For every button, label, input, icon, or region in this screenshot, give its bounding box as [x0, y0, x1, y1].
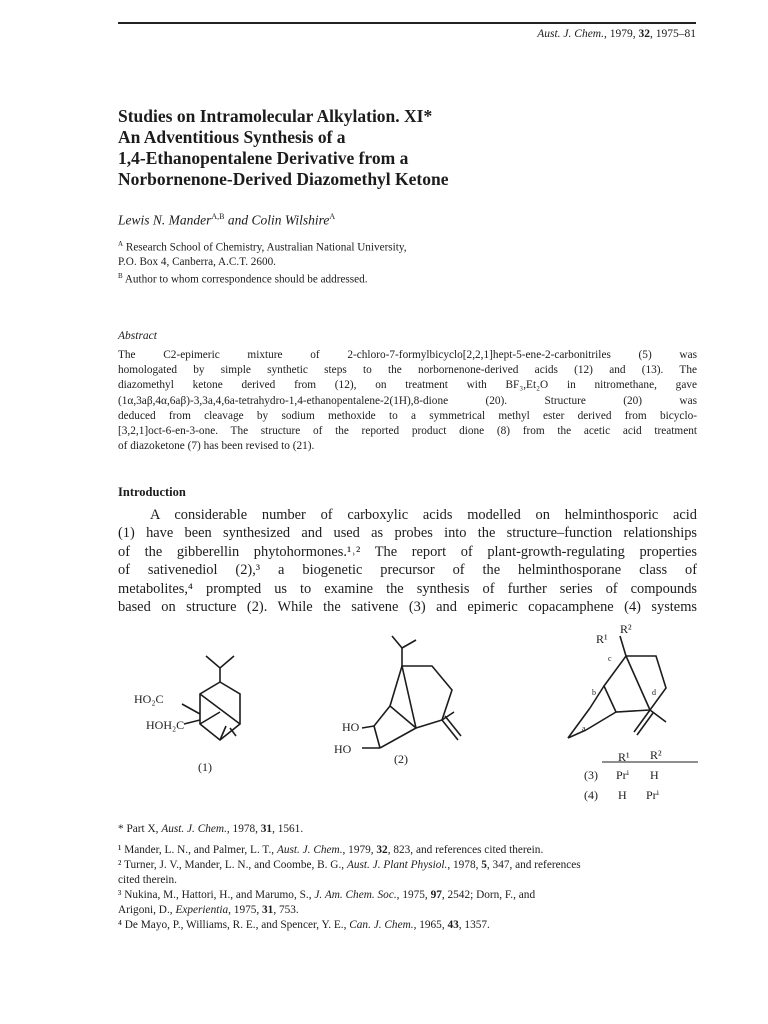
affiliations — [118, 237, 638, 286]
abstract-line: The C2-epimeric mixture of 2-chloro-7-formylbicyclo[2,2,1]hept-5-ene-2-carbonitriles (5) was — [118, 349, 697, 361]
table-cell: H — [650, 768, 659, 782]
abstract-label: Abstract — [118, 330, 157, 342]
journal-name: Aust. J. Chem. — [537, 28, 604, 40]
structure-2-substituent: HO — [334, 742, 352, 756]
intro-line: metabolites,⁴ prompted us to examine the synthesis of further series of compounds — [118, 580, 697, 597]
footnote-journal: Aust. J. Chem. — [161, 823, 227, 835]
footnote-text: , 753. — [273, 904, 299, 916]
structure-1-label: (1) — [198, 760, 212, 774]
top-rule — [118, 22, 696, 24]
bond-label: c — [608, 654, 612, 663]
authors — [118, 212, 335, 229]
bond-label: d — [652, 688, 656, 697]
structure-2-bonds — [362, 636, 461, 748]
affiliation-b — [118, 269, 638, 287]
footnote-text: , 1561. — [272, 823, 304, 835]
footnote-text: , 347, and references — [486, 859, 581, 871]
footnote-journal: Can. J. Chem. — [349, 919, 414, 931]
introduction-body — [118, 506, 697, 616]
structures-figure — [110, 616, 710, 816]
title-line: Norbornenone-Derived Diazomethyl Ketone — [118, 169, 449, 189]
footnote-volume: 31 — [262, 904, 274, 916]
footnotes — [118, 822, 697, 933]
footnote-text: , 1978, — [226, 823, 261, 835]
structure-3-r1-label: R¹ — [596, 632, 608, 646]
abstract-line: of diazoketone (7) has been revised to (21). — [118, 440, 315, 453]
footnote-continuation: cited therein. — [118, 874, 177, 886]
journal-year: , 1979, — [604, 28, 639, 40]
affil-mark: B — [118, 271, 123, 280]
footnote-text: ² Turner, J. V., Mander, L. N., and Coombe, B. G., — [118, 859, 347, 871]
abstract-line: deduced from cleavage by sodium methoxide to a symmetrical methyl ester derived from bicyclo- — [118, 409, 697, 422]
intro-line: of sativenediol (2),³ a biogenetic precursor of the helminthosporane class of — [118, 562, 697, 579]
footnote — [118, 822, 697, 837]
affiliation-a-address: P.O. Box 4, Canberra, A.C.T. 2600. — [118, 255, 276, 268]
footnote-text: Arigoni, D., — [118, 904, 176, 916]
footnote-text: , 1975, — [396, 889, 431, 901]
title-line: 1,4-Ethanopentalene Derivative from a — [118, 148, 409, 168]
structure-1-substituent: HOH₂C — [146, 718, 185, 732]
footnote-volume: 32 — [376, 844, 388, 856]
table-cell: Prⁱ — [616, 768, 630, 782]
journal-pages: , 1975–81 — [650, 28, 696, 40]
author-name: Lewis N. Mander — [118, 212, 212, 228]
affil-text: Author to whom correspondence should be addressed. — [122, 273, 368, 286]
intro-line: based on structure (2). While the sativene (3) and epimeric copacamphene (4) systems — [118, 599, 697, 616]
abstract-line: (1α,3aβ,4α,6aβ)-3,3a,4,6a-tetrahydro-1,4-ethanopentalene-2(1H),8-dione (20). Structure (20) was — [118, 394, 697, 407]
footnote-text: , 2542; Dorn, F., and — [441, 889, 536, 901]
structure-2-substituent: HO — [342, 720, 360, 734]
abstract-body — [118, 348, 697, 454]
table-row-label: (3) — [584, 768, 598, 782]
abstract-line: homologated by simple synthetic steps to the norbornenone-derived acids (12) and (13). The — [118, 364, 697, 377]
title-line: Studies on Intramolecular Alkylation. XI* — [118, 106, 433, 126]
footnote-text: , 1357. — [458, 919, 490, 931]
bond-label: a — [582, 724, 586, 733]
structure-1-bonds — [182, 656, 240, 740]
author-name: Colin Wilshire — [251, 212, 330, 228]
footnote-text: , 1965, — [413, 919, 448, 931]
affil-mark: A — [118, 240, 124, 248]
table-row-label: (4) — [584, 788, 598, 802]
footnote-text: ⁴ De Mayo, P., Williams, R. E., and Spencer, Y. E., — [118, 919, 350, 931]
footnote-volume: 5 — [481, 859, 487, 871]
title-line: An Adventitious Synthesis of a — [118, 127, 346, 147]
intro-line: A considerable number of carboxylic acids modelled on helminthosporic acid — [150, 507, 697, 523]
affil-text: Research School of Chemistry, Australian National University, — [123, 241, 407, 254]
footnote-journal: J. Am. Chem. Soc. — [314, 889, 397, 901]
structure-2-label: (2) — [394, 752, 408, 766]
footnote — [118, 918, 697, 933]
structure-3-4-bonds — [568, 636, 666, 738]
footnote-text: , 1978, — [447, 859, 482, 871]
abstract-line: [3,2,1]oct-6-en-3-one. The structure of the reported product dione (8) from the acetic acid treatment — [118, 425, 697, 438]
section-heading-introduction: Introduction — [118, 485, 186, 499]
footnote-journal: Aust. J. Plant Physiol. — [346, 859, 448, 871]
author-conjunction: and — [224, 212, 252, 228]
author-affil-mark: A,B — [211, 212, 225, 221]
footnote-text: , 1975, — [228, 904, 263, 916]
structure-1-substituent: HO₂C — [134, 692, 164, 706]
article-title — [118, 106, 678, 190]
footnote-volume: 31 — [260, 823, 273, 835]
abstract-line: diazomethyl ketone derived from (12), on treatment with BF₃,Et₂O in nitromethane, gave — [118, 379, 697, 392]
table-cell: H — [618, 788, 627, 802]
footnote-continuation — [118, 903, 697, 918]
footnote-journal: Experientia — [175, 904, 229, 916]
table-header: R¹ — [618, 750, 630, 764]
footnote — [118, 843, 697, 858]
footnote-volume: 43 — [447, 919, 459, 931]
running-head — [537, 28, 696, 40]
footnote — [118, 858, 697, 873]
chemical-structures-drawing — [110, 616, 710, 816]
footnote-text: , 823, and references cited therein. — [387, 844, 544, 856]
footnote-text: ¹ Mander, L. N., and Palmer, L. T., — [118, 844, 277, 856]
table-header: R² — [650, 748, 662, 762]
intro-line: (1) have been synthesized and used as probes into the structure–function relationships — [118, 525, 697, 542]
bond-label: b — [592, 688, 596, 697]
footnote-text: * Part X, — [118, 823, 162, 835]
footnote-text: , 1979, — [342, 844, 377, 856]
structure-3-r2-label: R² — [620, 622, 632, 636]
footnote — [118, 888, 697, 903]
intro-line: of the gibberellin phytohormones.¹˒² The report of plant-growth-regulating properties — [118, 543, 697, 560]
author-affil-mark: A — [329, 212, 336, 221]
affiliation-a — [118, 237, 638, 255]
footnote-journal: Aust. J. Chem. — [276, 844, 343, 856]
table-cell: Prⁱ — [646, 788, 660, 802]
footnote-text: ³ Nukina, M., Hattori, H., and Marumo, S., — [118, 889, 315, 901]
journal-volume: 32 — [638, 28, 650, 40]
footnote-volume: 97 — [430, 889, 442, 901]
